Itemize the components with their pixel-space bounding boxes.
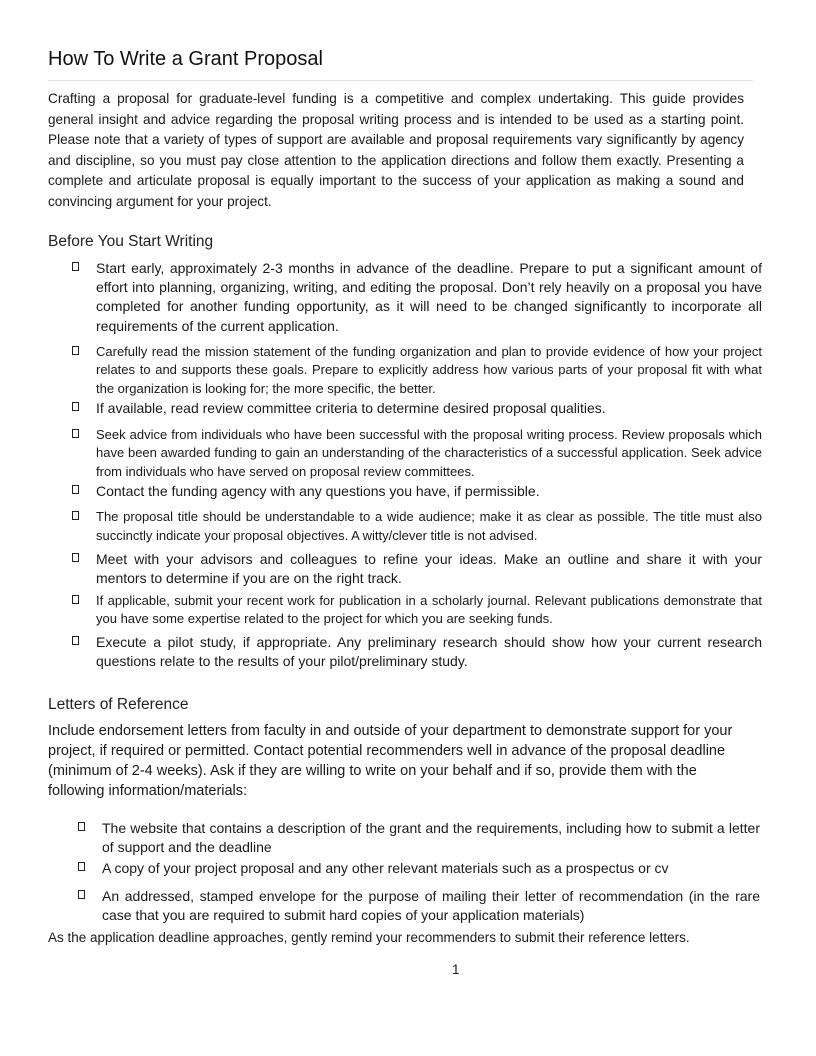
letters-paragraph: Include endorsement letters from faculty in and outside of your department to demonstrate support for your project, if required or permitted. Contact potential recommenders well in advance of the proposal deadline (minimum of 2-4 weeks). Ask if they are willing to write on your behalf and if so, provide them with the following information/materials: (48, 723, 733, 799)
list-item: Contact the funding agency with any questions you have, if permissible. (72, 482, 762, 501)
list-item: Start early, approximately 2-3 months in advance of the deadline. Prepare to put a significant amount of effort into planning, organizing, writing, and editing the proposal. Don’t rely heavily on a proposal you have completed for another funding opportunity, as it will need to be changed significantly to incorporate all requirements of the current application. (72, 259, 762, 336)
list-item: The website that contains a description of the grant and the requirements, including how to submit a letter of support and the deadline (78, 819, 760, 857)
closing-paragraph: As the application deadline approaches, gently remind your recommenders to submit their reference letters. (48, 930, 690, 945)
list-item: An addressed, stamped envelope for the purpose of mailing their letter of recommendation (in the rare case that you are required to submit hard copies of your application materials) (78, 887, 760, 925)
checkbox-bullet-icon (72, 402, 79, 411)
checkbox-bullet-icon (72, 511, 79, 520)
checkbox-bullet-icon (72, 485, 79, 494)
list-item: Execute a pilot study, if appropriate. Any preliminary research should show how your current research questions relate to the results of your pilot/preliminary study. (72, 633, 762, 671)
letters-materials-list (78, 819, 760, 925)
checkbox-bullet-icon (78, 822, 85, 831)
page-number: 1 (452, 962, 460, 977)
list-item: Seek advice from individuals who have been successful with the proposal writing process. Review proposals which have been awarded funding to gain an understanding of the characteristics of a successful application. Seek advice from individuals who have served on proposal review committees. (72, 426, 762, 482)
list-item: Meet with your advisors and colleagues to refine your ideas. Make an outline and share it with your mentors to determine if you are on the right track. (72, 550, 762, 588)
list-item: The proposal title should be understandable to a wide audience; make it as clear as possible. The title must also succinctly indicate your proposal objectives. A witty/clever title is not advised. (72, 508, 762, 545)
checkbox-bullet-icon (72, 346, 79, 355)
section-heading-letters-of-reference: Letters of Reference (48, 696, 189, 713)
checkbox-bullet-icon (72, 636, 79, 645)
list-item: Carefully read the mission statement of the funding organization and plan to provide evidence of how your project relates to and supports these goals. Prepare to explicitly address how various parts of your proposal fit with what the organization is looking for; the more specific, the better. (72, 343, 762, 399)
checkbox-bullet-icon (72, 595, 79, 604)
before-writing-list (72, 259, 762, 671)
list-item: If applicable, submit your recent work for publication in a scholarly journal. Relevant publications demonstrate that you have some expertise related to the project for which you are seeking funds. (72, 592, 762, 629)
list-item: A copy of your project proposal and any other relevant materials such as a prospectus or cv (78, 859, 760, 878)
checkbox-bullet-icon (72, 262, 79, 271)
title-divider (48, 80, 753, 81)
section-heading-before-writing: Before You Start Writing (48, 233, 214, 250)
checkbox-bullet-icon (72, 429, 79, 438)
checkbox-bullet-icon (72, 553, 79, 562)
checkbox-bullet-icon (78, 862, 85, 871)
checkbox-bullet-icon (78, 890, 85, 899)
list-item: If available, read review committee criteria to determine desired proposal qualities. (72, 399, 762, 418)
intro-paragraph: Crafting a proposal for graduate-level funding is a competitive and complex undertaking. This guide provides general insight and advice regarding the proposal writing process and is intended to be used as a starting point. Please note that a variety of types of support are available and proposal requirements vary significantly by agency and discipline, so you must pay close attention to the application directions and follow them exactly. Presenting a complete and articulate proposal is equally important to the success of your application as making a sound and convincing argument for your project. (48, 91, 744, 209)
document-title: How To Write a Grant Proposal (48, 48, 323, 70)
